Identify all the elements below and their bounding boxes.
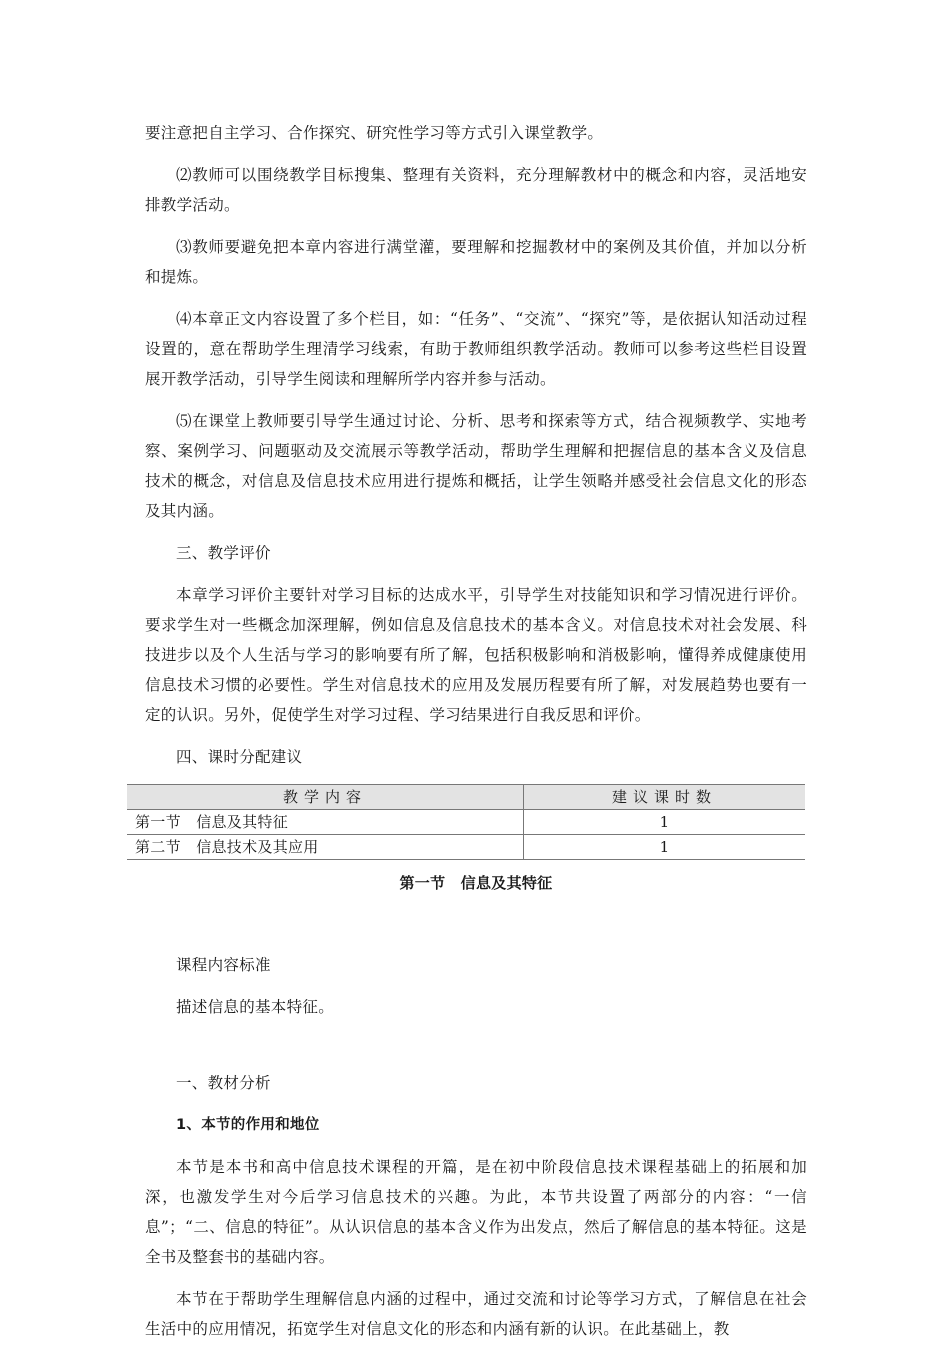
class-hours-table: [127, 784, 805, 860]
heading-material-analysis: 一、教材分析: [176, 1074, 271, 1092]
document-body: [135, 118, 807, 1356]
paragraph-item-5: ⑸在课堂上教师要引导学生通过讨论、分析、思考和探索等方式，结合视频教学、实地考察、案例学习、问题驱动及交流展示等教学活动，帮助学生理解和把握信息的基本含义及信息技术的概念，对信息及信息技术应用进行提炼和概括，让学生领略并感受社会信息文化的形态及其内涵。: [145, 412, 807, 520]
paragraph-section-intro: 本节是本书和高中信息技术课程的开篇，是在初中阶段信息技术课程基础上的拓展和加深，也激发学生对今后学习信息技术的兴趣。为此，本节共设置了两部分的内容：“一信息”；“二、信息的特征”。从认识信息的基本含义作为出发点，然后了解信息的基本特征。这是全书及整套书的基础内容。: [145, 1158, 807, 1266]
heading-teaching-evaluation: 三、教学评价: [176, 544, 271, 562]
table-row: [127, 810, 805, 835]
spacer: [145, 908, 807, 950]
table-cell-hours: 1: [524, 835, 806, 860]
table-cell-hours: 1: [524, 810, 806, 835]
text-course-standard: 描述信息的基本特征。: [176, 998, 335, 1016]
paragraph-item-3: ⑶教师要避免把本章内容进行满堂灌，要理解和挖掘教材中的案例及其价值，并加以分析和提炼。: [145, 238, 807, 286]
paragraph-section-purpose: 本节在于帮助学生理解信息内涵的过程中，通过交流和讨论等学习方式，了解信息在社会生活中的应用情况，拓宽学生对信息文化的形态和内涵有新的认识。在此基础上，教: [145, 1290, 807, 1338]
table-cell-content: 第一节 信息及其特征: [127, 810, 524, 835]
table-row: [127, 835, 805, 860]
paragraph-evaluation: 本章学习评价主要针对学习目标的达成水平，引导学生对技能知识和学习情况进行评价。要求学生对一些概念加深理解，例如信息及信息技术的基本含义。对信息技术对社会发展、科技进步以及个人生活与学习的影响要有所了解，包括积极影响和消极影响，懂得养成健康使用信息技术习惯的必要性。学生对信息技术的应用及发展历程要有所了解，对发展趋势也要有一定的认识。另外，促使学生对学习过程、学习结果进行自我反思和评价。: [145, 586, 807, 724]
paragraph-item-4: ⑷本章正文内容设置了多个栏目，如：“任务”、“交流”、“探究”等，是依据认知活动过程设置的，意在帮助学生理清学习线索，有助于教师组织教学活动。教师可以参考这些栏目设置展开教学活动，引导学生阅读和理解所学内容并参与活动。: [145, 310, 807, 388]
section-title: 第一节 信息及其特征: [399, 874, 553, 892]
label-course-standard: 课程内容标准: [176, 956, 271, 974]
paragraph-continued: 要注意把自主学习、合作探究、研究性学习等方式引入课堂教学。: [145, 124, 604, 142]
spacer: [145, 1034, 807, 1068]
table-header-content: 教学内容: [127, 785, 524, 810]
table-header-hours: 建议课时数: [524, 785, 806, 810]
table-cell-content: 第二节 信息技术及其应用: [127, 835, 524, 860]
subheading-role-position: 1、本节的作用和地位: [176, 1117, 320, 1133]
paragraph-item-2: ⑵教师可以围绕教学目标搜集、整理有关资料，充分理解教材中的概念和内容，灵活地安排教学活动。: [145, 166, 807, 214]
heading-class-hours: 四、课时分配建议: [176, 748, 303, 766]
table-header-row: [127, 785, 805, 810]
